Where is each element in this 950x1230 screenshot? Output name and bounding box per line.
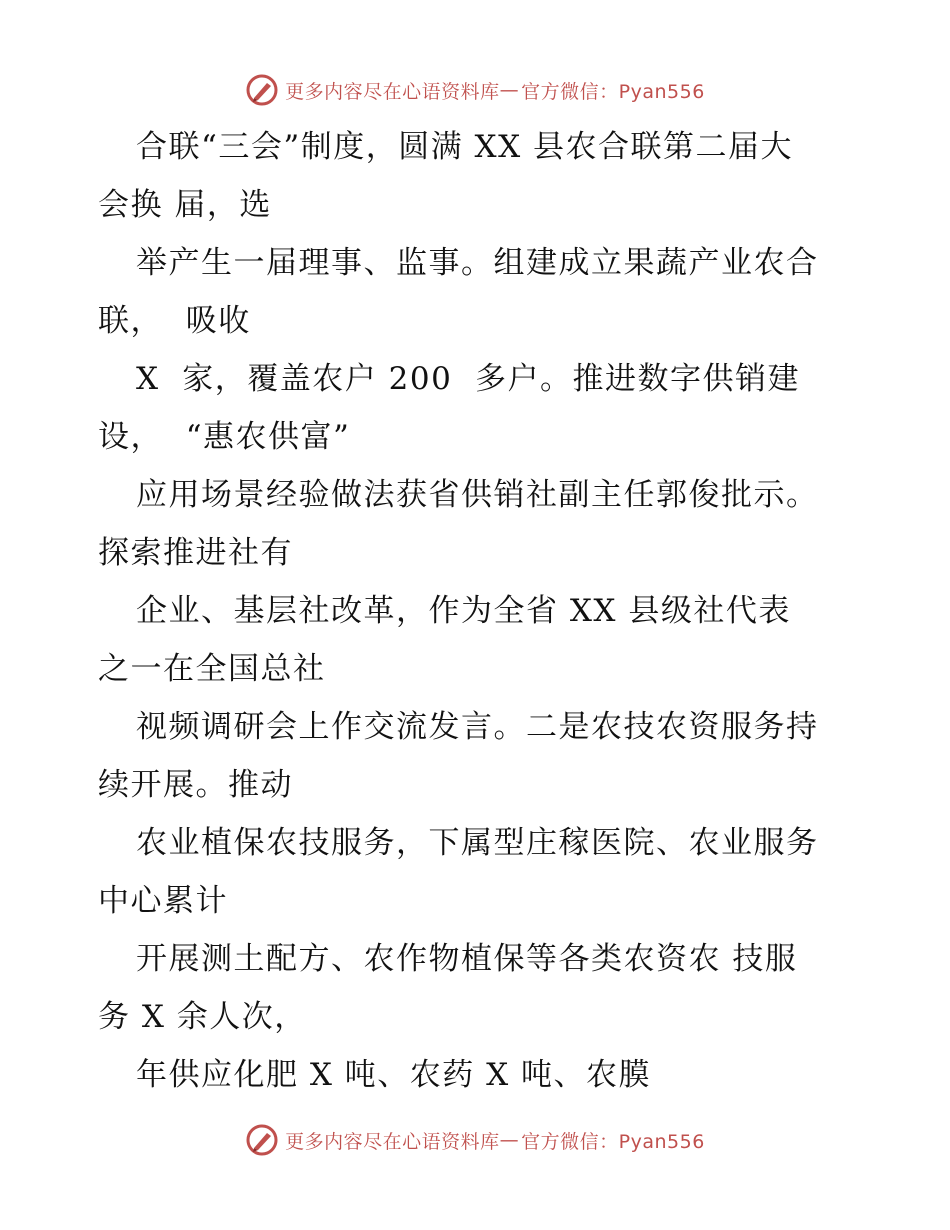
body-text-line: 农业植保农技服务，下属型庄稼医院、农业服务 [136, 825, 819, 861]
header-separator: — [499, 79, 520, 101]
body-text-line: 应用场景经验做法获省供销社副主任郭俊批示。 [136, 477, 819, 513]
body-text-line: 设， “惠农供富” [98, 419, 351, 455]
body-text-line: 中心累计 [98, 883, 228, 919]
body-text-line: 举产生一届理事、监事。组建成立果蔬产业农合 [136, 245, 819, 281]
pen-logo-icon [245, 1123, 279, 1157]
body-text-line: 合联“三会”制度，圆满 XX 县农合联第二届大 [136, 129, 794, 165]
body-text-line: 开展测土配方、农作物植保等各类农资农 技服 [136, 941, 798, 977]
pen-logo-icon [245, 73, 279, 107]
body-text-line: 续开展。推动 [98, 767, 293, 803]
body-text-line: 年供应化肥 X 吨、农药 X 吨、农膜 [136, 1057, 652, 1093]
footer-separator: — [499, 1129, 520, 1151]
footer-brand-text: 更多内容尽在心语资料库 [285, 1130, 500, 1153]
document-body [98, 118, 858, 1104]
footer-wechat-text: 官方微信：Pyan556 [521, 1130, 705, 1153]
body-text-line: 视频调研会上作交流发言。二是农技农资服务持 [136, 709, 819, 745]
body-text-line: X 家，覆盖农户 200 多户。推进数字供销建 [136, 361, 801, 397]
body-text-line: 务 X 余人次， [98, 999, 307, 1035]
header-banner [0, 70, 950, 110]
body-text-line: 会换 届，选 [98, 187, 272, 223]
header-wechat-text: 官方微信：Pyan556 [521, 80, 705, 103]
footer-banner [0, 1120, 950, 1160]
body-text-line: 联， 吸收 [98, 303, 251, 339]
body-text-line: 探索推进社有 [98, 535, 293, 571]
header-brand-text: 更多内容尽在心语资料库 [285, 80, 500, 103]
body-text-line: 之一在全国总社 [98, 651, 326, 687]
body-text-line: 企业、基层社改革，作为全省 XX 县级社代表 [136, 593, 791, 629]
